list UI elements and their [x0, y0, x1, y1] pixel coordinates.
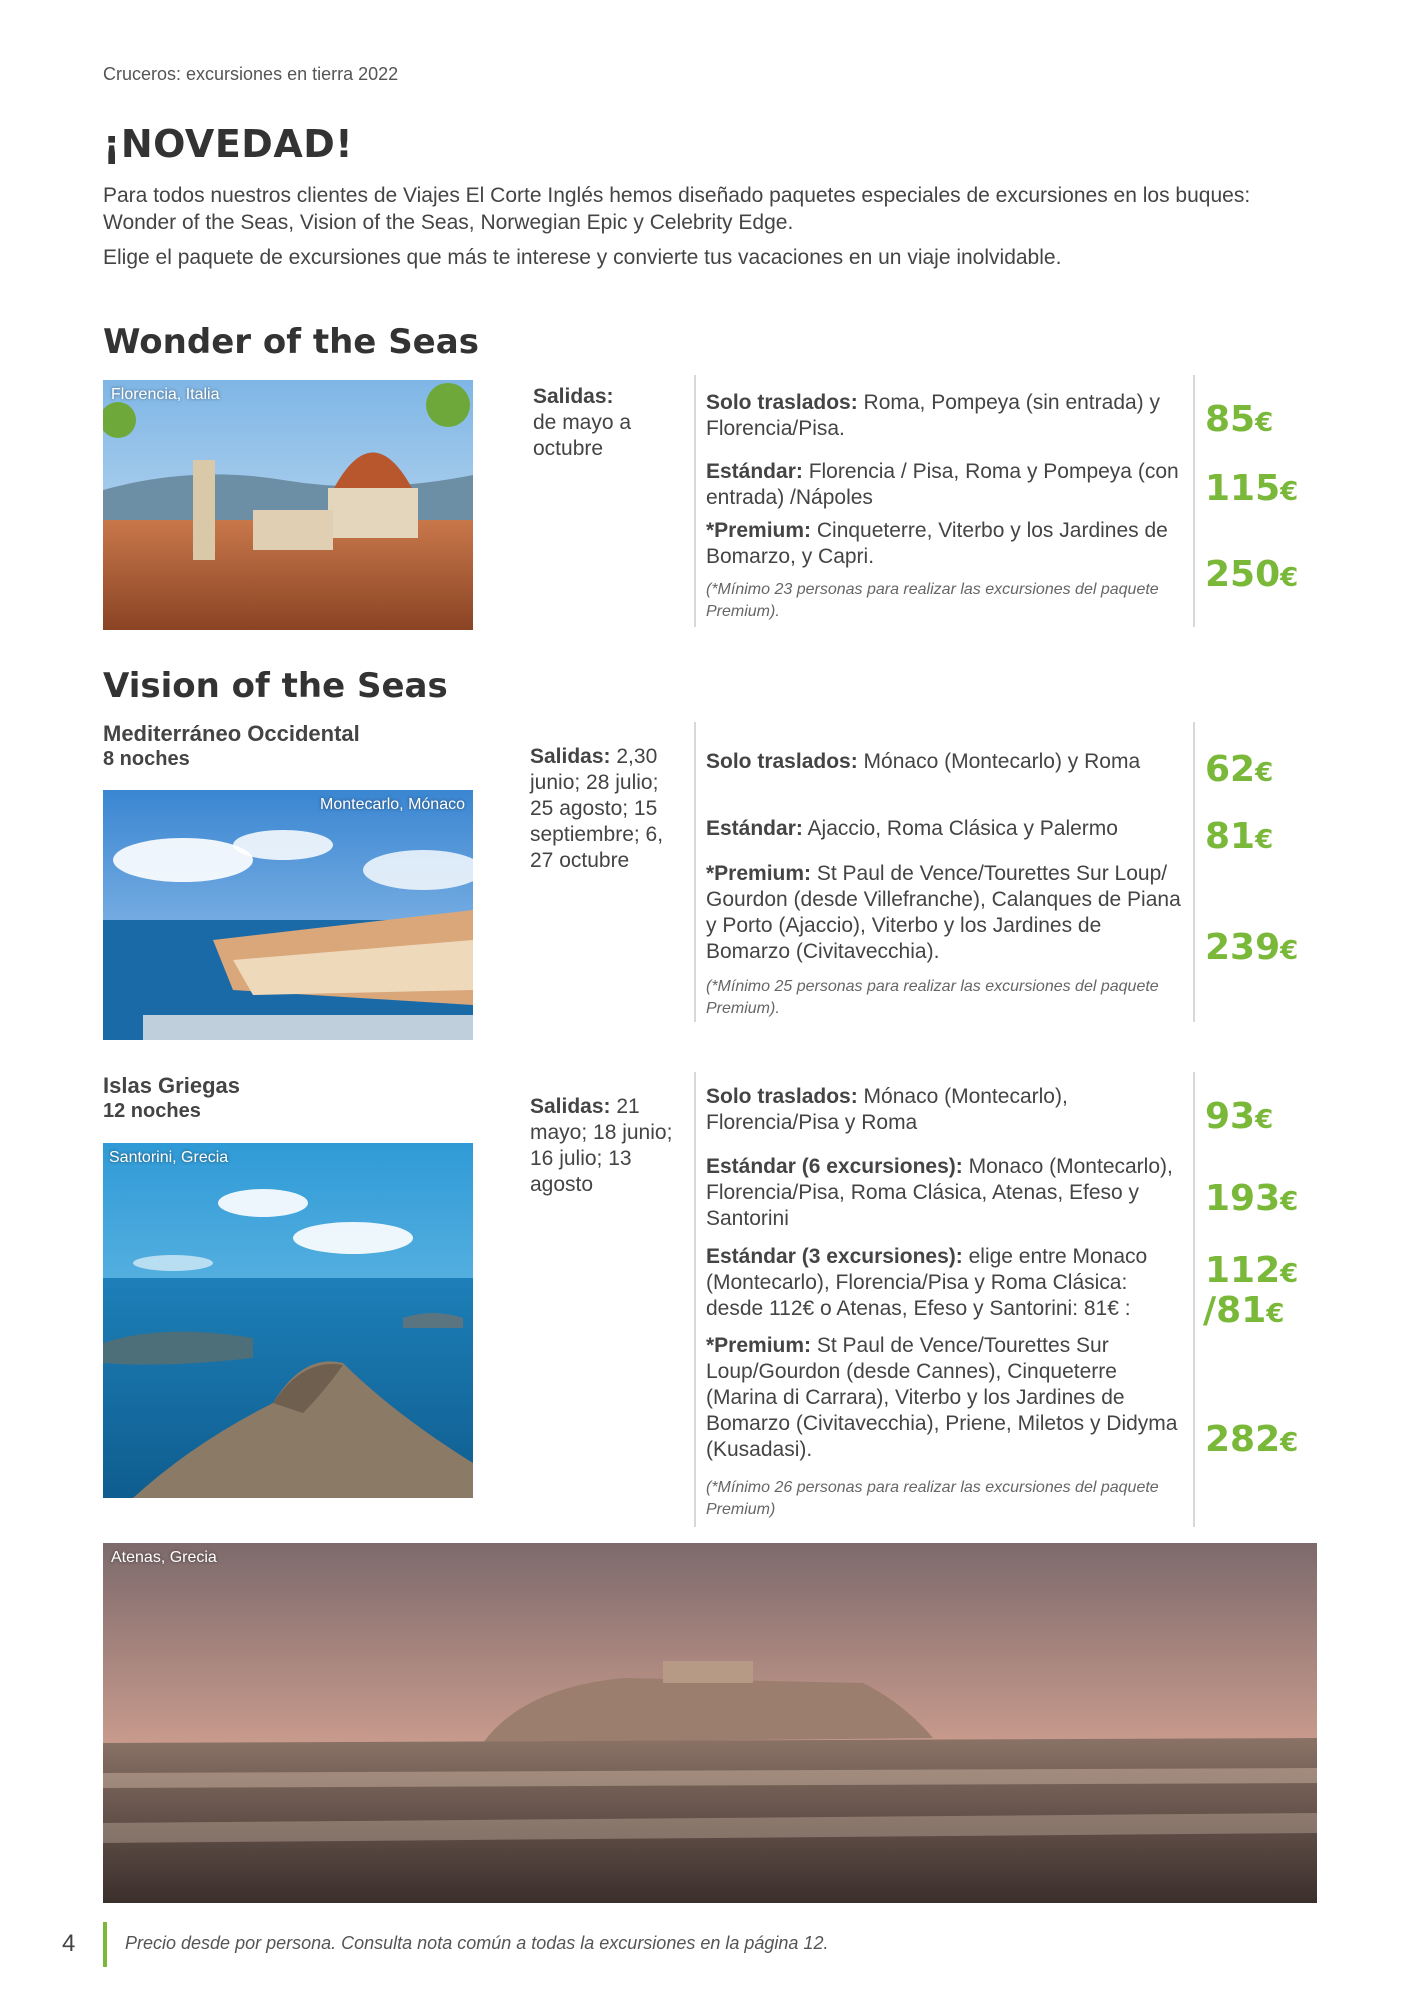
price-value: 112 [1205, 1250, 1281, 1291]
intro-text [103, 182, 1283, 279]
package-text: Monaco (Montecarlo), Florencia/Pisa, Roma Clásica, Atenas, Efeso y Santorini [706, 1155, 1173, 1230]
currency: € [1280, 1428, 1299, 1458]
footer-accent-bar [103, 1922, 107, 1967]
salidas-label: Salidas: [533, 385, 614, 408]
package-label: Estándar: [706, 817, 803, 840]
package-item [706, 390, 1186, 442]
currency: € [1280, 1187, 1299, 1217]
price-value: 81 [1205, 816, 1256, 857]
montecarlo-caption: Montecarlo, Mónaco [320, 796, 465, 813]
premium-note: (*Mínimo 26 personas para realizar las excursiones del paquete Premium) [706, 1479, 1159, 1518]
route-name: Islas Griegas [103, 1073, 240, 1098]
divider [1193, 375, 1195, 627]
package-item [706, 1084, 1186, 1136]
price [1205, 1420, 1298, 1463]
package-label: *Premium: [706, 1334, 812, 1357]
package-label: Estándar (6 excursiones): [706, 1155, 963, 1178]
divider [1193, 1072, 1195, 1527]
currency: € [1255, 1105, 1274, 1135]
price [1205, 928, 1298, 971]
package-item [706, 459, 1186, 511]
package-label: Solo traslados: [706, 391, 858, 414]
price-value: 115 [1205, 468, 1281, 509]
novedad-title: ¡NOVEDAD! [103, 122, 354, 166]
package-text: St Paul de Vence/Tourettes Sur Loup/Gourdon (desde Cannes), Cinqueterre (Marina di Carrara), Viterbo y los Jardines de Bomarzo (Civitavecchia), Priene, Miletos y Didyma (Kusadasi). [706, 1334, 1178, 1461]
package-text: Roma, Pompeya (sin entrada) y Florencia/Pisa. [706, 391, 1160, 440]
package-label: Solo traslados: [706, 1085, 858, 1108]
wonder-title: Wonder of the Seas [103, 322, 479, 362]
price-value: 239 [1205, 927, 1281, 968]
package-item [706, 1154, 1186, 1232]
price-value: 250 [1205, 554, 1281, 595]
price [1203, 1291, 1284, 1334]
currency: € [1280, 563, 1299, 593]
route2-salidas [530, 1094, 690, 1198]
santorini-caption: Santorini, Grecia [109, 1149, 229, 1166]
price [1205, 400, 1273, 443]
salidas-label: Salidas: [530, 745, 611, 768]
divider [694, 375, 696, 627]
running-title: Cruceros: excursiones en tierra 2022 [103, 64, 399, 84]
currency: € [1280, 1259, 1299, 1289]
route-nights: 12 noches [103, 1100, 201, 1122]
package-item [706, 518, 1186, 570]
route1-salidas [530, 744, 685, 874]
price-value: /81 [1203, 1290, 1267, 1331]
price [1205, 555, 1298, 598]
montecarlo-photo [103, 790, 473, 1040]
currency: € [1255, 758, 1274, 788]
price [1205, 750, 1273, 793]
package-item [706, 749, 1186, 775]
package-text: Ajaccio, Roma Clásica y Palermo [802, 817, 1118, 840]
price [1205, 1251, 1298, 1294]
package-text: Florencia / Pisa, Roma y Pompeya (con entrada) /Nápoles [706, 460, 1179, 509]
currency: € [1280, 936, 1299, 966]
price [1205, 1097, 1273, 1140]
price-value: 193 [1205, 1178, 1281, 1219]
santorini-photo [103, 1143, 473, 1498]
intro-paragraph-1: Para todos nuestros clientes de Viajes El Corte Inglés hemos diseñado paquetes especiales de excursiones en los buques: Wonder of the Seas, Vision of the Seas, Norwegian Epic y Celebrity Edge. [103, 184, 1251, 234]
route-name: Mediterráneo Occidental [103, 721, 360, 746]
package-label: Solo traslados: [706, 750, 858, 773]
package-item [706, 861, 1190, 965]
currency: € [1280, 477, 1299, 507]
package-label: Estándar: [706, 460, 803, 483]
salidas-dates: 21 mayo; 18 junio; 16 julio; 13 agosto [530, 1095, 673, 1196]
florence-photo [103, 380, 473, 630]
package-text: Cinqueterre, Viterbo y los Jardines de Bomarzo, y Capri. [706, 519, 1168, 568]
package-label: *Premium: [706, 519, 812, 542]
package-label: Estándar (3 excursiones): [706, 1245, 963, 1268]
price [1205, 817, 1273, 860]
price-value: 93 [1205, 1096, 1256, 1137]
package-item [706, 816, 1186, 842]
divider [1193, 722, 1195, 1022]
athens-photo [103, 1543, 1317, 1903]
currency: € [1255, 408, 1274, 438]
salidas-dates: de mayo a octubre [533, 411, 632, 460]
price-value: 85 [1205, 399, 1256, 440]
athens-caption: Atenas, Grecia [111, 1549, 217, 1566]
route-nights: 8 noches [103, 748, 190, 770]
vision-title: Vision of the Seas [103, 666, 448, 706]
salidas-label: Salidas: [530, 1095, 611, 1118]
price [1205, 469, 1298, 512]
package-text: Mónaco (Montecarlo), Florencia/Pisa y Roma [706, 1085, 1068, 1134]
price-value: 282 [1205, 1419, 1281, 1460]
package-text: St Paul de Vence/Tourettes Sur Loup/ Gourdon (desde Villefranche), Calanques de Piana y Porto (Ajaccio), Viterbo y los Jardines de Bomarzo (Civitavecchia). [706, 862, 1181, 963]
florence-caption: Florencia, Italia [111, 386, 220, 403]
salidas-dates: 2,30 junio; 28 julio; 25 agosto; 15 septiembre; 6, 27 octubre [530, 745, 664, 872]
package-text: Mónaco (Montecarlo) y Roma [857, 750, 1141, 773]
price-value: 62 [1205, 749, 1256, 790]
intro-paragraph-2: Elige el paquete de excursiones que más te interese y convierte tus vacaciones en un viaje inolvidable. [103, 246, 1062, 269]
premium-note: (*Mínimo 25 personas para realizar las excursiones del paquete Premium). [706, 978, 1159, 1017]
package-text: elige entre Monaco (Montecarlo), Florencia/Pisa y Roma Clásica: desde 112€ o Atenas, Efeso y Santorini: 81€ : [706, 1245, 1148, 1320]
currency: € [1266, 1299, 1285, 1329]
page-number: 4 [62, 1930, 76, 1957]
wonder-salidas [533, 384, 663, 462]
package-item [706, 1333, 1186, 1463]
divider [694, 722, 696, 1022]
footer-note: Precio desde por persona. Consulta nota común a todas la excursiones en la página 12. [125, 1933, 829, 1953]
currency: € [1255, 825, 1274, 855]
package-label: *Premium: [706, 862, 812, 885]
price [1205, 1179, 1298, 1222]
divider [694, 1072, 696, 1527]
package-item [706, 1244, 1190, 1322]
premium-note: (*Mínimo 23 personas para realizar las excursiones del paquete Premium). [706, 581, 1159, 620]
